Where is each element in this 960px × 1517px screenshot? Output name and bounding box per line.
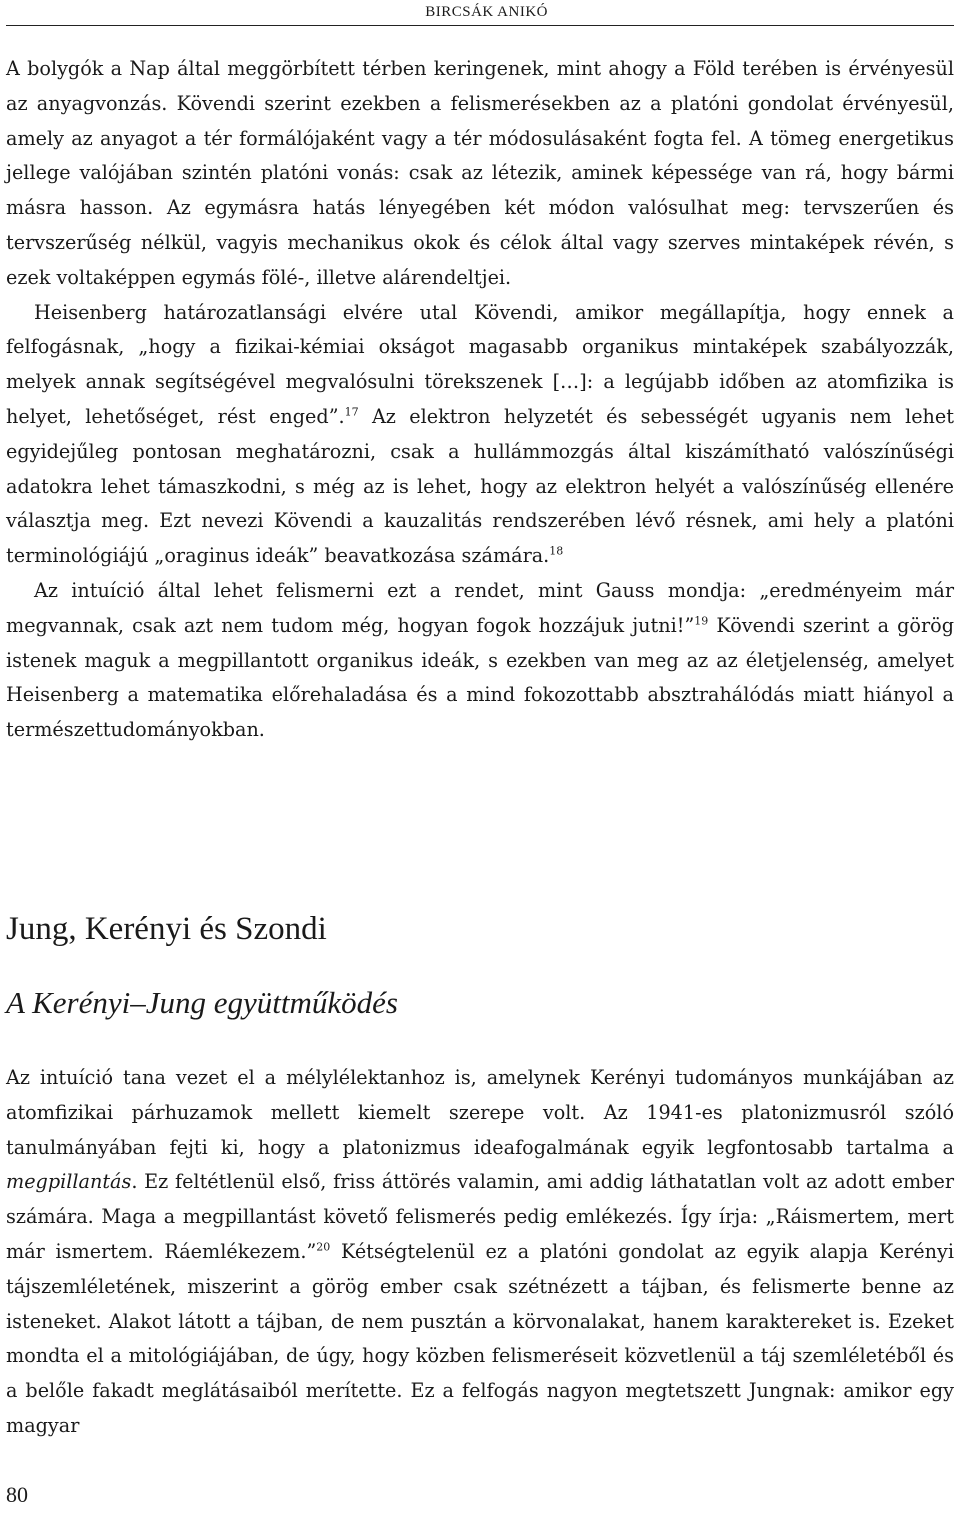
- page-number: 80: [6, 1482, 28, 1507]
- header-rule: [6, 25, 954, 26]
- footnote-ref-17[interactable]: 17: [344, 405, 359, 419]
- paragraph-4-emphasis: megpillantás: [6, 1170, 132, 1194]
- running-head: BIRCSÁK ANIKÓ: [425, 4, 548, 20]
- section-heading: Jung, Kerényi és Szondi: [6, 911, 327, 947]
- paragraph-2: [6, 296, 954, 574]
- paragraph-2-text-b: Az elektron helyzetét és sebességét ugyanis nem lehet egyidejűleg pontosan meghatározni, csak a hullámmozgás által kiszámítható valószínűségi adatokra lehet támaszkodni, s még az is lehet, hogy az elektron helyét a valószínűség ellenére választja meg. Ezt nevezi Kövendi a kauzalitás rendszerében lévő résnek, ami hely a platóni terminológiájú „oraginus ideák” beavatkozása számára.: [6, 404, 954, 568]
- sub-heading: A Kerényi–Jung együttműködés: [6, 985, 398, 1020]
- paragraph-4-text-c: Kétségtelenül ez a platóni gondolat az egyik alapja Kerényi tájszemléletének, miszerint a görög ember csak szétnézett a tájban, és felismerte benne az isteneket. Alakot látott a tájban, de nem pusztán a körvonalakat, hanem karaktereket is. Ezeket mondta el a mitológiájában, de úgy, hogy közben felismeréseit közvetlenül a táj szemléletéből és a belőle fakadt meglátásaiból merítette. Ez a felfogás nagyon megtetszett Jungnak: amikor egy magyar: [6, 1239, 954, 1437]
- paragraph-4-text-b: . Ez feltétlenül első, friss áttörés valamin, ami addig láthatatlan volt az adott ember számára. Maga a megpillantást követő felismerés pedig emlékezés. Így írja: „Ráismertem, mert már ismertem. Ráemlékezem.”: [6, 1170, 954, 1263]
- paragraph-4-text-a: Az intuíció tana vezet el a mélylélektanhoz is, amelynek Kerényi tudományos munkájában az atomfizikai párhuzamok mellett kiemelt szerepe volt. Az 1941-es platonizmusról szóló tanulmányában fejti ki, hogy a platonizmus ideafogalmának egyik legfontosabb tartalma a: [6, 1066, 954, 1159]
- paragraph-1: [6, 52, 954, 296]
- paragraph-2-text-a: Heisenberg határozatlansági elvére utal Kövendi, amikor megállapítja, hogy ennek a felfogásnak, „hogy a fizikai-kémiai okságot magasabb organikus mintaképek szabályozzák, melyek annak segítségével megvalósulni törekszenek […]: a legújabb időben az atomfizika is helyet, lehetőséget, rést enged”.: [6, 300, 954, 428]
- footnote-ref-20[interactable]: 20: [316, 1240, 331, 1254]
- footnote-ref-19[interactable]: 19: [694, 614, 709, 628]
- footnote-ref-18[interactable]: 18: [549, 544, 564, 558]
- paragraph-4: [6, 1061, 954, 1444]
- paragraph-1-text: A bolygók a Nap által meggörbített térben keringenek, mint ahogy a Föld terében is érvényesül az anyagvonzás. Kövendi szerint ezekben a felismerésekben az a platóni gondolat érvényesül, amely az anyagot a tér formálójaként vagy a tér módosulásaként fogta fel. A tömeg energetikus jellege valójában szintén platóni vonás: csak az létezik, aminek képessége van rá, hogy bármi másra hasson. Az egymásra hatás lényegében két módon valósulhat meg: tervszerűen és tervszerűség nélkül, vagyis mechanikus okok és célok által vagy szerves mintaképek révén, s ezek voltaképpen egymás fölé-, illetve alárendeltjei.: [6, 57, 954, 289]
- paragraph-3-text-a: Az intuíció által lehet felismerni ezt a rendet, mint Gauss mondja: „eredményeim már megvannak, csak azt nem tudom még, hogyan fogok hozzájuk jutni!”: [6, 578, 954, 637]
- paragraph-3: [6, 574, 954, 748]
- paragraph-3-text-b: Kövendi szerint a görög istenek maguk a megpillantott organikus ideák, s ezekben van meg az az életjelenség, amelyet Heisenberg a matematika előrehaladása és a mind fokozottabb absztrahálódás miatt hiányol a természettudományokban.: [6, 613, 954, 742]
- body-text-lower: [6, 1061, 954, 1444]
- body-text-upper: [6, 52, 954, 748]
